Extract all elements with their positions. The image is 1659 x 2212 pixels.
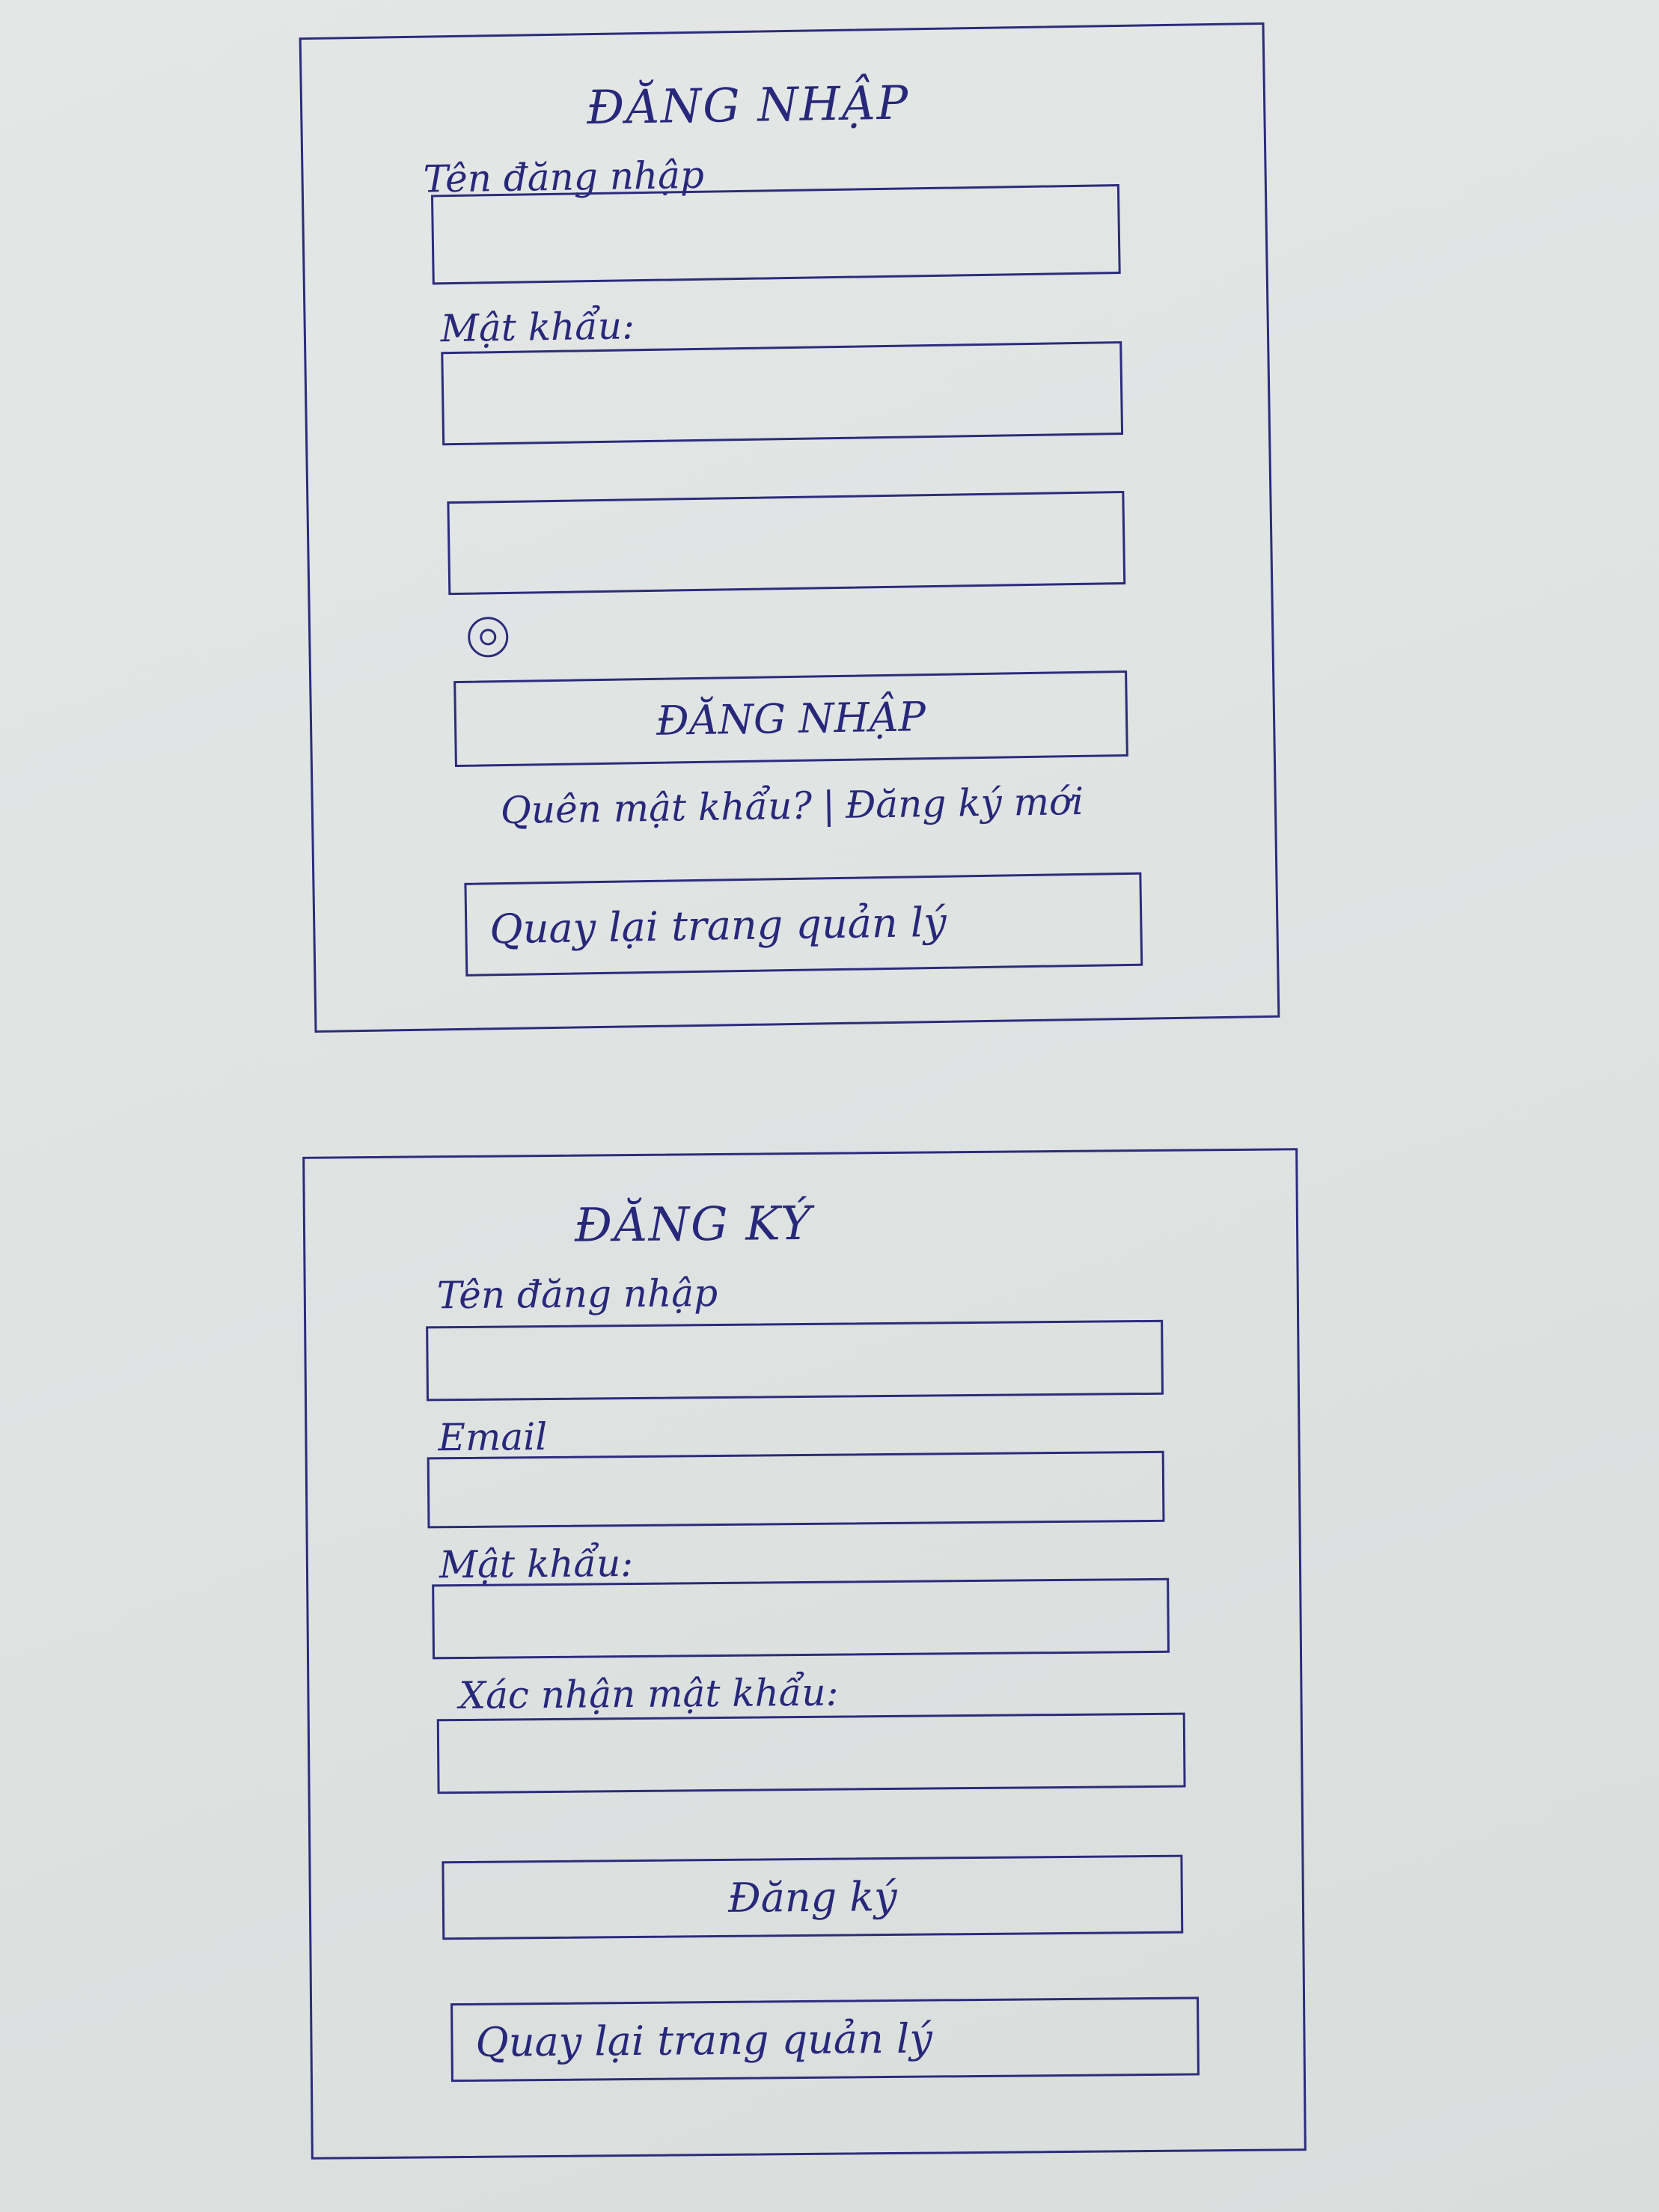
remember-radio[interactable] [468,617,509,658]
register-password-input[interactable] [432,1578,1170,1660]
login-back-label: Quay lại trang quản lý [489,898,947,953]
register-title: ĐĂNG KÝ [574,1195,813,1253]
register-username-input[interactable] [426,1320,1164,1402]
register-form-sketch [302,1148,1307,2160]
register-new-link[interactable]: Đăng ký mới [845,779,1084,827]
register-submit-label: Đăng ký [727,1872,897,1922]
link-separator: | [822,783,836,828]
register-confirm-password-input[interactable] [437,1713,1186,1794]
login-submit-button[interactable] [453,670,1128,767]
register-password-label: Mật khẩu: [439,1541,634,1587]
login-submit-label: ĐĂNG NHẬP [656,693,926,745]
login-password-label: Mật khẩu: [440,304,635,351]
register-submit-button[interactable] [442,1855,1183,1940]
login-extra-input[interactable] [447,491,1125,595]
register-confirm-password-label: Xác nhận mật khẩu: [459,1670,839,1718]
login-username-label: Tên đăng nhập [423,153,705,201]
login-form-sketch [299,22,1280,1033]
login-title: ĐĂNG NHẬP [586,75,910,135]
register-email-input[interactable] [427,1451,1165,1529]
login-links [500,780,1084,832]
register-back-button[interactable] [450,1996,1200,2082]
forgot-password-link[interactable]: Quên mật khẩu? [500,783,813,833]
login-password-input[interactable] [441,341,1123,445]
login-back-button[interactable] [464,873,1143,977]
login-username-input[interactable] [431,184,1121,284]
register-email-label: Email [438,1414,548,1460]
register-username-label: Tên đăng nhập [436,1271,718,1318]
register-back-label: Quay lại trang quản lý [475,2014,933,2066]
